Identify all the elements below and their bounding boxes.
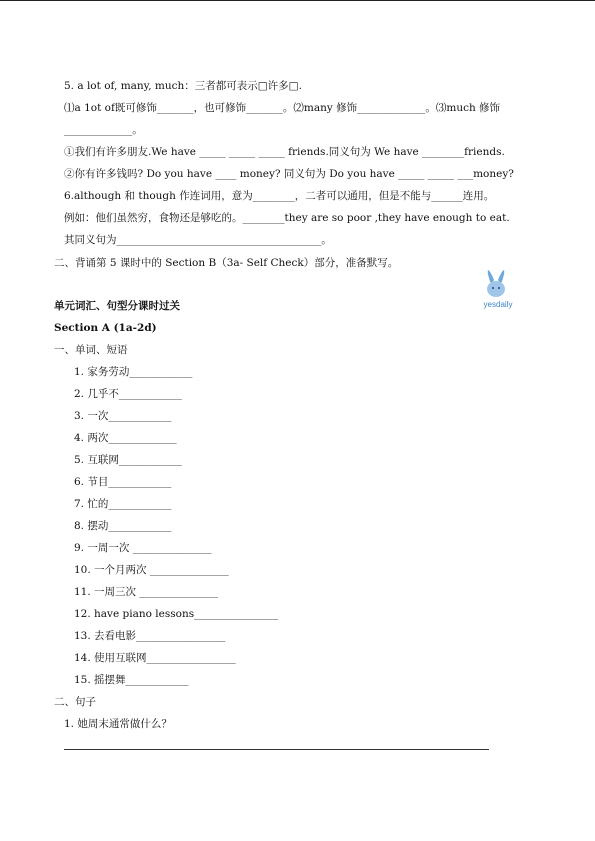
vocab-item: 7. 忙的____________ [74, 498, 172, 510]
section-title: 单元词汇、句型分课时过关 [54, 300, 180, 312]
note-6-heading: 6.although 和 though 作连词用，意为________，二者可以通用，但是不能与______连用。 [64, 190, 495, 202]
note-5-example-2: ②你有许多钱吗? Do you have ____ money? 同义句为 Do you have _____ _____ ___money? [64, 168, 514, 180]
note-5-example-1: ①我们有许多朋友.We have _____ _____ _____ friends.同义句为 We have ________friends. [64, 146, 505, 158]
vocab-item: 12. have piano lessons________________ [74, 608, 279, 620]
part2-heading: 二、句子 [54, 696, 96, 708]
answer-line [64, 749, 489, 750]
vocab-item: 1. 家务劳动____________ [74, 366, 193, 378]
note-5-usage-cont: _____________。 [64, 124, 143, 136]
vocab-item: 13. 去看电影_________________ [74, 630, 226, 642]
section-subtitle: Section A (1a-2d) [54, 322, 157, 334]
vocab-item: 11. 一周三次 _______________ [74, 586, 219, 598]
page-top-border [0, 0, 595, 1]
vocab-item: 5. 互联网____________ [74, 454, 182, 466]
vocab-item: 10. 一个月两次 _______________ [74, 564, 229, 576]
vocab-item: 3. 一次____________ [74, 410, 172, 422]
sentence-question-1: 1. 她周末通常做什么？ [64, 718, 172, 730]
vocab-item: 6. 节目____________ [74, 476, 172, 488]
part1-heading: 一、单词、短语 [54, 344, 128, 356]
note-5-heading: 5. a lot of, many, much：三者都可表示□许多□. [64, 80, 302, 92]
vocab-item: 9. 一周一次 _______________ [74, 542, 212, 554]
yesdaily-logo [474, 266, 522, 310]
vocab-item: 8. 摆动____________ [74, 520, 172, 532]
note-6-synonym: 其同义句为_______________________________________。 [64, 234, 332, 246]
logo-text: yesdaily [483, 300, 513, 309]
vocab-item: 2. 几乎不____________ [74, 388, 182, 400]
note-5-usage: ⑴a 1ot of既可修饰_______，也可修饰_______。⑵many 修饰_____________。⑶much 修饰 [64, 102, 501, 114]
recite-instruction: 二、背诵第 5 课时中的 Section B（3a- Self Check）部分，准备默写。 [54, 257, 399, 269]
vocab-item: 4. 两次_____________ [74, 432, 177, 444]
vocab-item: 15. 摇摆舞____________ [74, 674, 189, 686]
note-6-example: 例如：他们虽然穷，食物还是够吃的。________they are so poor ,they have enough to eat. [64, 212, 510, 224]
vocab-item: 14. 使用互联网_________________ [74, 652, 236, 664]
